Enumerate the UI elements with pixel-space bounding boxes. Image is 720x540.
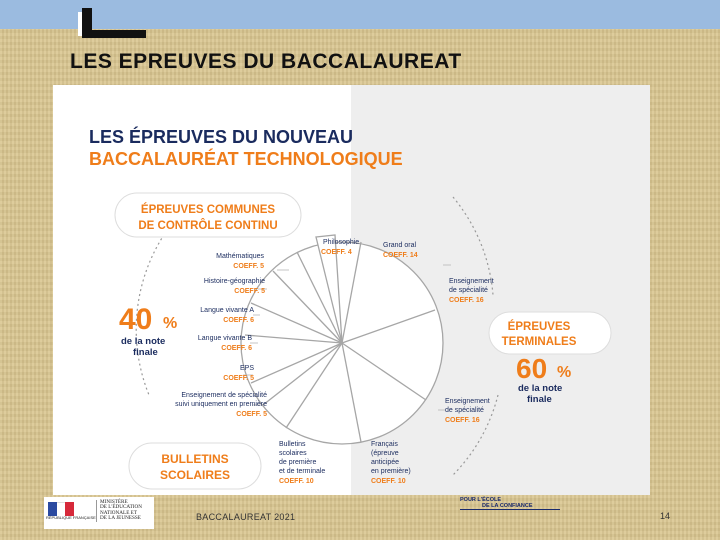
bulletins-coeff: COEFF. 10 xyxy=(279,478,314,485)
info-title-line1: LES ÉPREUVES DU NOUVEAU xyxy=(89,127,354,147)
lvb-coeff: COEFF. 6 xyxy=(221,345,252,352)
bull-label-line2: SCOLAIRES xyxy=(159,468,231,482)
left-pct: 40 xyxy=(119,303,153,336)
grand-oral-coeff: COEFF. 14 xyxy=(383,252,418,259)
footer-text: BACCALAUREAT 2021 xyxy=(196,512,296,522)
left-pct-sub1: de la note xyxy=(121,336,166,347)
francais-coeff: COEFF. 10 xyxy=(371,478,406,485)
spe2-coeff: COEFF. 16 xyxy=(445,417,480,424)
spe1-coeff: COEFF. 16 xyxy=(449,297,484,304)
term-label-line2: TERMINALES xyxy=(501,336,577,348)
bulletins-name-line3: de première xyxy=(279,459,317,466)
spe2-name-line1: Enseignement xyxy=(445,398,490,405)
cc-label-line2: DE CONTRÔLE CONTINU xyxy=(138,220,278,232)
ecole-confiance-logo xyxy=(460,497,560,510)
french-flag-icon xyxy=(48,502,74,524)
right-pct: 60 xyxy=(516,353,548,384)
eps-name: EPS xyxy=(239,365,254,372)
right-pct-sub1: de la note xyxy=(518,383,563,394)
page-number: 14 xyxy=(660,511,671,521)
francais-name-line3: anticipée xyxy=(371,459,400,466)
grand-oral-name: Grand oral xyxy=(383,242,417,249)
spe-premiere-coeff: COEFF. 5 xyxy=(236,411,267,418)
philosophie-coeff: COEFF. 4 xyxy=(321,249,352,256)
right-pct-sub2: finale xyxy=(527,394,552,405)
cc-label-line1: ÉPREUVES COMMUNES xyxy=(140,204,276,216)
confiance-line2: DE LA CONFIANCE xyxy=(460,503,560,510)
spe2-name-line2: de spécialité xyxy=(445,407,484,414)
ministry-logo xyxy=(44,497,154,529)
ministry-name-line: MINISTÈRE xyxy=(100,499,128,505)
francais-name-line1: Français xyxy=(371,441,398,448)
histgeo-coeff: COEFF. 5 xyxy=(234,288,265,295)
philosophie-name: Philosophie xyxy=(323,239,360,246)
info-title-line2: BACCALAURÉAT TECHNOLOGIQUE xyxy=(89,149,403,169)
ministry-name xyxy=(96,500,152,522)
left-pct-sign: % xyxy=(163,315,178,332)
bull-label-line1: BULLETINS xyxy=(161,452,229,466)
spe1-name-line1: Enseignement xyxy=(449,278,494,285)
francais-name-line2: (épreuve xyxy=(371,450,399,457)
corner-bracket-logo xyxy=(78,8,148,38)
lva-coeff: COEFF. 6 xyxy=(223,317,254,324)
maths-coeff: COEFF. 5 xyxy=(233,263,264,270)
ministry-name-line: DE LA JEUNESSE xyxy=(100,515,141,522)
slide-title: LES EPREUVES DU BACCALAUREAT xyxy=(70,50,462,73)
maths-name: Mathématiques xyxy=(216,253,264,260)
ministry-name-line: DE L'ÉDUCATION xyxy=(100,504,142,511)
bulletins-name-line4: et de terminale xyxy=(279,468,326,475)
bulletins-name-line1: Bulletins xyxy=(279,441,306,448)
infographic-svg xyxy=(53,85,650,495)
infographic-panel xyxy=(53,85,650,495)
eps-coeff: COEFF. 5 xyxy=(223,375,254,382)
confiance-line1: POUR L'ÉCOLE xyxy=(460,497,502,503)
ministry-name-line: NATIONALE ET xyxy=(100,509,138,516)
histgeo-name: Histoire-géographie xyxy=(203,278,265,285)
bulletins-pill xyxy=(129,443,261,489)
francais-name-line4: en première) xyxy=(371,468,411,475)
lvb-name: Langue vivante B xyxy=(197,335,252,342)
left-pct-sub2: finale xyxy=(133,347,158,358)
term-label-line1: ÉPREUVES xyxy=(507,321,571,333)
bulletins-name-line2: scolaires xyxy=(279,450,307,457)
spe-premiere-name-line2: suivi uniquement en première xyxy=(175,401,267,408)
republique-francaise-label: RÉPUBLIQUE FRANÇAISE xyxy=(46,515,96,520)
lva-name: Langue vivante A xyxy=(200,307,254,314)
spe-premiere-name-line1: Enseignement de spécialité xyxy=(181,392,267,399)
right-pct-sign: % xyxy=(557,364,572,381)
spe1-name-line2: de spécialité xyxy=(449,287,488,294)
